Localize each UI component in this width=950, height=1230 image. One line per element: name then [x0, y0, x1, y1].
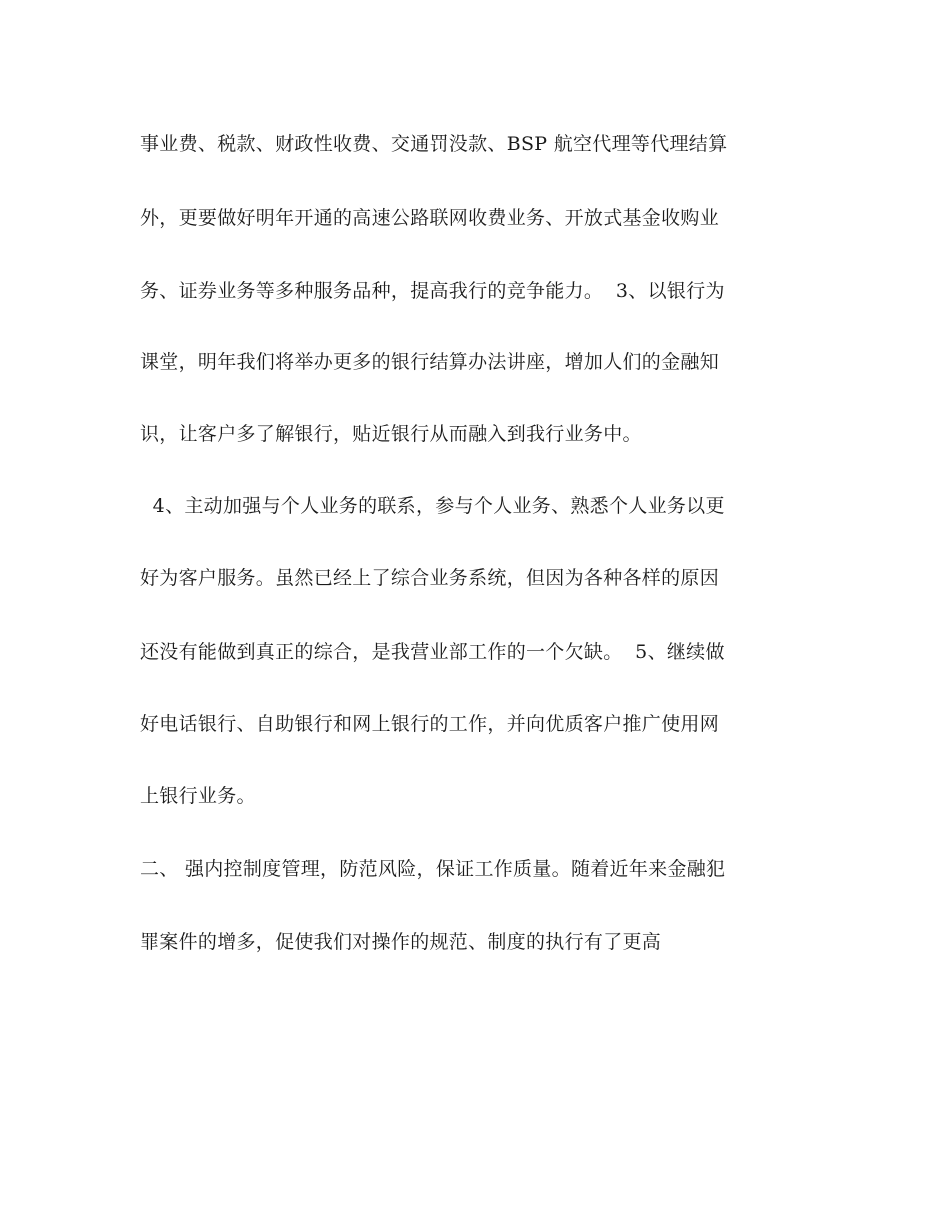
text-line: 二、 强内控制度管理，防范风险，保证工作质量。随着近年来金融犯	[140, 858, 726, 880]
text-line: 事业费、税款、财政性收费、交通罚没款、BSP 航空代理等代理结算	[140, 133, 728, 155]
text-line: 识，让客户多了解银行，贴近银行从而融入到我行业务中。	[140, 423, 642, 445]
text-line: 好电话银行、自助银行和网上银行的工作，并向优质客户推广使用网	[140, 713, 720, 735]
text-line: 罪案件的增多，促使我们对操作的规范、制度的执行有了更高	[140, 931, 662, 953]
text-line: 上银行业务。	[140, 785, 256, 807]
text-line: 4、主动加强与个人业务的联系，参与个人业务、熟悉个人业务以更	[140, 495, 725, 517]
text-line: 外，更要做好明年开通的高速公路联网收费业务、开放式基金收购业	[140, 207, 720, 229]
text-line: 好为客户服务。虽然已经上了综合业务系统，但因为各种各样的原因	[140, 567, 720, 589]
text-line: 还没有能做到真正的综合，是我营业部工作的一个欠缺。 5、继续做	[140, 641, 725, 663]
text-line: 务、证券业务等多种服务品种，提高我行的竞争能力。 3、以银行为	[140, 280, 725, 302]
text-line: 课堂，明年我们将举办更多的银行结算办法讲座，增加人们的金融知	[140, 351, 720, 373]
